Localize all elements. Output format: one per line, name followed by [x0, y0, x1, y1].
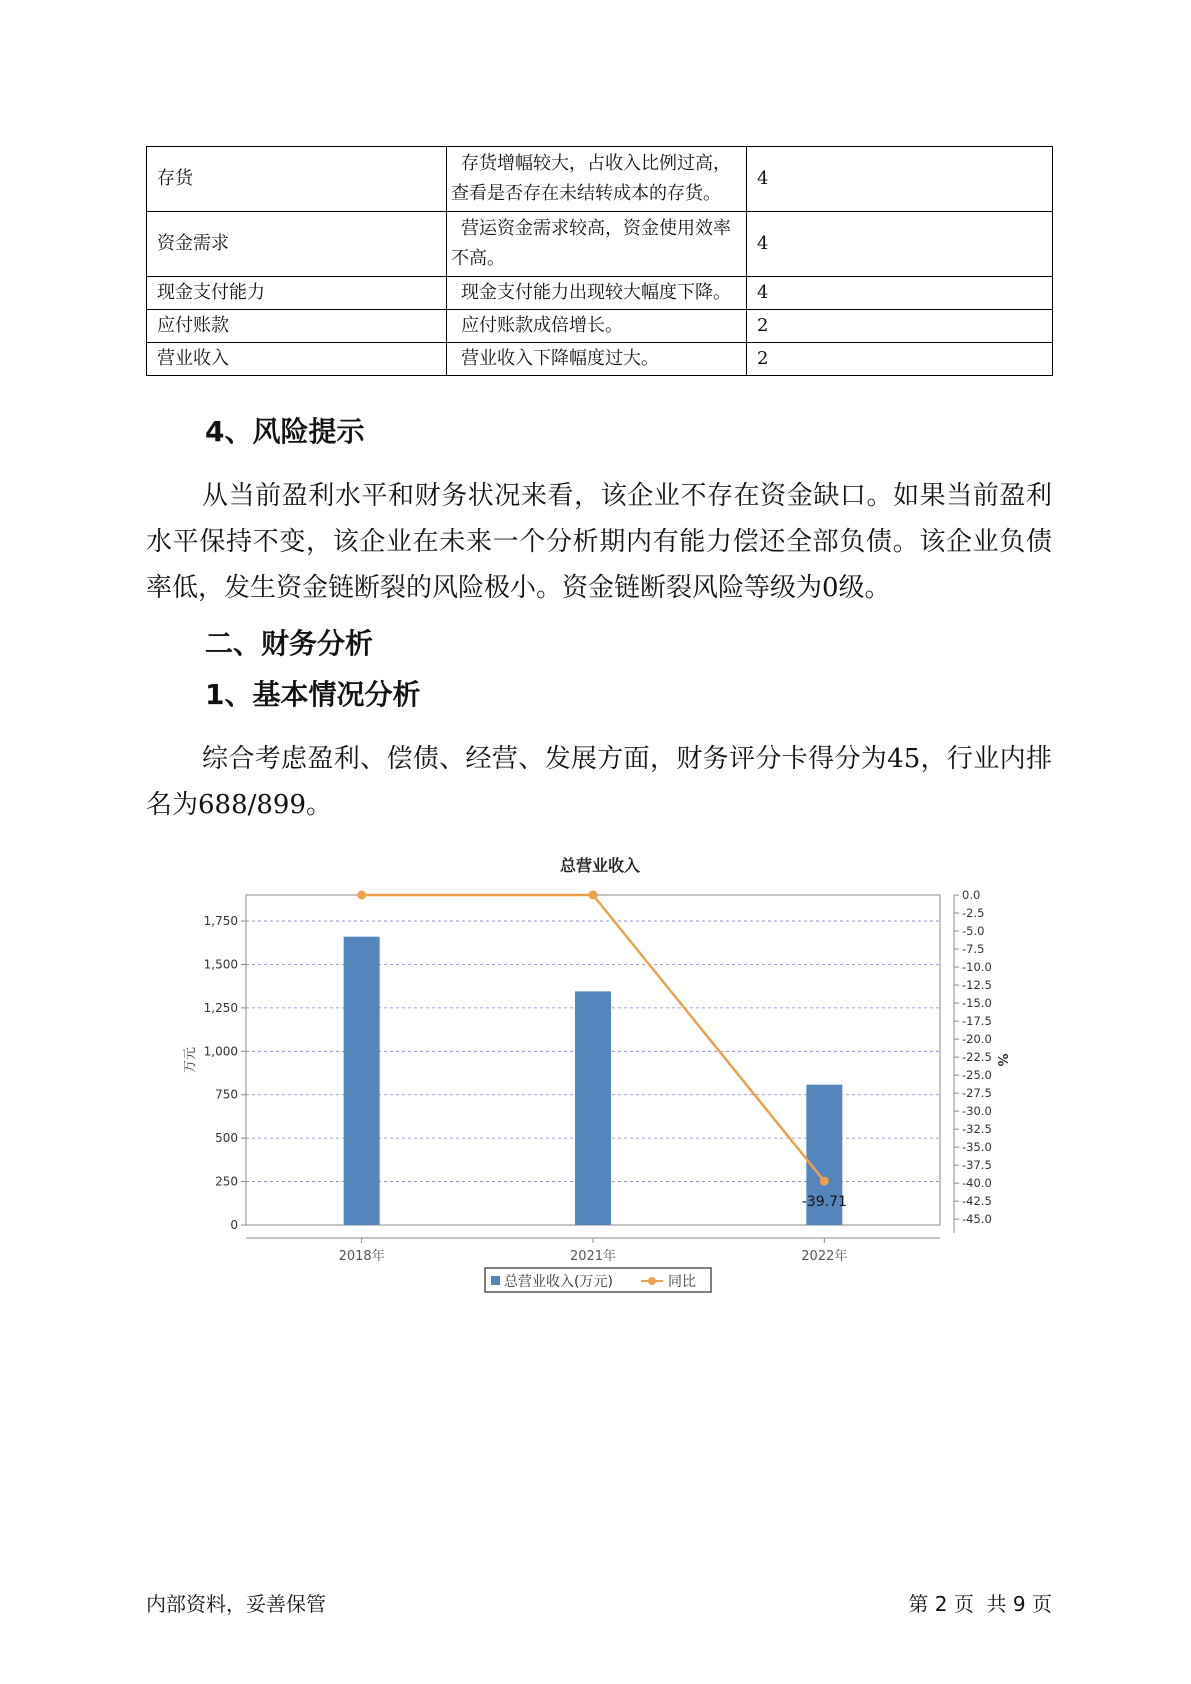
- table-cell-score: 4: [747, 212, 1053, 277]
- table-cell-item: 营业收入: [147, 343, 447, 376]
- table-cell-score: 4: [747, 147, 1053, 212]
- y2-tick-label: -42.5: [962, 1194, 992, 1209]
- y2-tick-label: -35.0: [962, 1140, 992, 1155]
- y-tick-label: 500: [215, 1131, 238, 1146]
- table-cell-score: 2: [747, 343, 1053, 376]
- y2-tick-label: -22.5: [962, 1050, 992, 1065]
- bar: [575, 991, 611, 1225]
- table-cell-item: 应付账款: [147, 310, 447, 343]
- footer-page-number: 第 2 页 共 9 页: [908, 1592, 1052, 1616]
- y2-tick-label: -37.5: [962, 1158, 992, 1173]
- legend-line-marker: [648, 1277, 656, 1285]
- table-cell-desc: 存货增幅较大，占收入比例过高，查看是否存在未结转成本的存货。: [447, 147, 747, 212]
- y-tick-label: 250: [215, 1174, 238, 1189]
- y-tick-label: 1,250: [203, 1000, 238, 1015]
- table-row: [147, 147, 1053, 212]
- x-tick-label: 2022年: [801, 1249, 848, 1264]
- y2-axis-label: %: [994, 1053, 1009, 1067]
- line-point: [589, 891, 598, 900]
- y2-tick-label: -10.0: [962, 960, 992, 975]
- y2-tick-label: -7.5: [962, 942, 985, 957]
- y-axis: [204, 914, 246, 1232]
- revenue-chart: [180, 850, 1040, 1310]
- basic-heading: 1、基本情况分析: [205, 678, 421, 711]
- y-tick-label: 750: [215, 1087, 238, 1102]
- y2-tick-label: -45.0: [962, 1212, 992, 1227]
- y2-tick-label: -17.5: [962, 1014, 992, 1029]
- table-cell-desc: 营业收入下降幅度过大。: [447, 343, 747, 376]
- footer-left: 内部资料，妥善保管: [146, 1592, 326, 1616]
- legend-line-label: 同比: [668, 1274, 696, 1290]
- x-tick-label: 2021年: [569, 1249, 617, 1264]
- table-cell-desc: 营运资金需求较高，资金使用效率不高。: [447, 212, 747, 277]
- table-row: [147, 212, 1053, 277]
- y-axis-label: 万元: [183, 1046, 198, 1074]
- y2-tick-label: -2.5: [962, 906, 985, 921]
- risk-paragraph: 从当前盈利水平和财务状况来看，该企业不存在资金缺口。如果当前盈利水平保持不变，该企业在未来一个分析期内有能力偿还全部负债。该企业负债率低，发生资金链断裂的风险极小。资金链断裂风险等级为0级。: [146, 481, 1052, 603]
- x-tick-label: 2018年: [338, 1249, 385, 1264]
- y2-tick-label: -25.0: [962, 1068, 992, 1083]
- y2-axis: [954, 888, 992, 1233]
- chart-legend: [485, 1268, 711, 1292]
- table-cell-item: 存货: [147, 147, 447, 212]
- y-tick-label: 1,750: [203, 914, 238, 929]
- y-tick-label: 0: [230, 1218, 238, 1232]
- y2-tick-label: -32.5: [962, 1122, 992, 1137]
- table-row: [147, 343, 1053, 376]
- finance-heading: 二、财务分析: [205, 627, 374, 660]
- legend-bar-label: 总营业收入(万元): [504, 1274, 613, 1290]
- table-row: [147, 310, 1053, 343]
- risk-table: [146, 146, 1053, 376]
- chart-title: 总营业收入: [559, 856, 641, 875]
- legend-bar-swatch: [491, 1276, 500, 1285]
- table-row: [147, 277, 1053, 310]
- basic-paragraph: 综合考虑盈利、偿债、经营、发展方面，财务评分卡得分为45，行业内排名为688/899。: [146, 744, 1052, 820]
- y2-tick-label: -15.0: [962, 996, 992, 1011]
- y2-tick-label: -27.5: [962, 1086, 992, 1101]
- y2-tick-label: -30.0: [962, 1104, 992, 1119]
- data-label: -39.71: [801, 1194, 847, 1211]
- y2-tick-label: -5.0: [962, 924, 985, 939]
- y2-tick-label: -20.0: [962, 1032, 992, 1047]
- table-cell-desc: 应付账款成倍增长。: [447, 310, 747, 343]
- table-cell-desc: 现金支付能力出现较大幅度下降。: [447, 277, 747, 310]
- y-tick-label: 1,000: [203, 1044, 238, 1059]
- y2-tick-label: -40.0: [962, 1176, 992, 1191]
- table-cell-item: 资金需求: [147, 212, 447, 277]
- table-cell-score: 4: [747, 277, 1053, 310]
- line-point: [357, 891, 366, 900]
- y2-tick-label: -12.5: [962, 978, 992, 993]
- table-cell-item: 现金支付能力: [147, 277, 447, 310]
- table-cell-score: 2: [747, 310, 1053, 343]
- y2-tick-label: 0.0: [962, 888, 981, 902]
- line-point: [820, 1177, 829, 1186]
- y-tick-label: 1,500: [203, 957, 238, 972]
- risk-heading: 4、风险提示: [205, 415, 365, 448]
- bar-series: [344, 937, 843, 1225]
- x-axis: [339, 1238, 848, 1264]
- bar: [344, 937, 380, 1225]
